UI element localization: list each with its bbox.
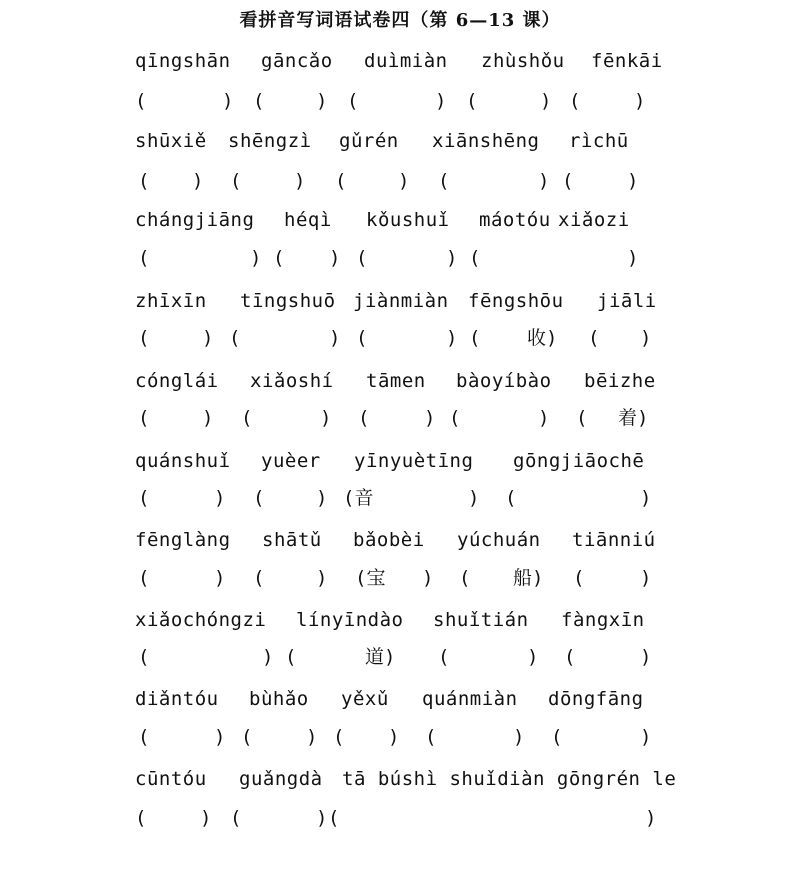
pinyin-word: máotóu [479, 209, 551, 231]
open-bracket: ( [138, 726, 150, 748]
open-bracket: ( [138, 170, 150, 192]
pinyin-word: gōngjiāochē [513, 450, 645, 472]
close-bracket: ) [640, 646, 652, 668]
close-bracket: ) [202, 407, 214, 429]
open-bracket: ( [459, 567, 471, 589]
pinyin-word: chángjiāng [135, 209, 255, 231]
hint-close-bracket: 道) [365, 646, 396, 668]
open-bracket: ( [505, 487, 517, 509]
close-bracket: ) [329, 327, 341, 349]
close-bracket: ) [538, 407, 550, 429]
open-bracket: ( [241, 407, 253, 429]
pinyin-word: yuèer [261, 450, 321, 472]
open-bracket: ( [469, 327, 481, 349]
open-bracket: ( [358, 407, 370, 429]
pinyin-line [0, 446, 800, 476]
close-bracket: ) [446, 327, 458, 349]
pinyin-word: shūxiě [135, 130, 207, 152]
pinyin-word: qīngshān [135, 50, 231, 72]
close-bracket: ) [214, 487, 226, 509]
answer-line [0, 86, 800, 116]
close-bracket: ) [316, 807, 328, 829]
close-bracket: ) [640, 567, 652, 589]
close-bracket: ) [634, 90, 646, 112]
pinyin-word: cónglái [135, 370, 219, 392]
pinyin-word: héqì [284, 209, 332, 231]
open-bracket: ( [438, 646, 450, 668]
close-bracket: ) [527, 646, 539, 668]
close-bracket: ) [202, 327, 214, 349]
open-bracket: ( [273, 247, 285, 269]
open-bracket: ( [253, 90, 265, 112]
pinyin-line [0, 46, 800, 76]
close-bracket: ) [398, 170, 410, 192]
open-bracket: ( [466, 90, 478, 112]
pinyin-word: tīngshuō [240, 290, 336, 312]
close-bracket: ) [388, 726, 400, 748]
open-bracket: ( [438, 170, 450, 192]
pinyin-word: gāncǎo [261, 50, 333, 72]
pinyin-line [0, 684, 800, 714]
pinyin-word: tiānniú [572, 529, 656, 551]
pinyin-word: shātǔ [262, 529, 322, 551]
close-bracket: ) [214, 726, 226, 748]
open-bracket: ( [138, 407, 150, 429]
close-bracket: ) [627, 247, 639, 269]
close-bracket: ) [424, 407, 436, 429]
close-bracket: ) [468, 487, 480, 509]
close-bracket: ) [250, 247, 262, 269]
pinyin-word: bùhǎo [249, 688, 309, 710]
pinyin-line [0, 525, 800, 555]
hint-open-bracket: (宝 [355, 567, 386, 589]
close-bracket: ) [329, 247, 341, 269]
hint-close-bracket: 着) [618, 407, 649, 429]
open-bracket: ( [230, 170, 242, 192]
pinyin-word: shuǐtián [433, 609, 529, 631]
pinyin-word: fēnglàng [135, 529, 231, 551]
open-bracket: ( [138, 327, 150, 349]
hint-close-bracket: 船) [513, 567, 544, 589]
open-bracket: ( [229, 327, 241, 349]
close-bracket: ) [640, 327, 652, 349]
pinyin-word: rìchū [569, 130, 629, 152]
answer-line [0, 563, 800, 593]
open-bracket: ( [356, 247, 368, 269]
close-bracket: ) [422, 567, 434, 589]
close-bracket: ) [200, 807, 212, 829]
open-bracket: ( [135, 807, 147, 829]
pinyin-word: quánshuǐ [135, 450, 231, 472]
pinyin-word: bǎobèi [353, 529, 425, 551]
open-bracket: ( [253, 567, 265, 589]
open-bracket: ( [241, 726, 253, 748]
pinyin-word: fàngxīn [561, 609, 645, 631]
pinyin-word: diǎntóu [135, 688, 219, 710]
open-bracket: ( [138, 247, 150, 269]
open-bracket: ( [469, 247, 481, 269]
pinyin-word: xiānshēng [432, 130, 540, 152]
close-bracket: ) [627, 170, 639, 192]
answer-line [0, 803, 800, 833]
pinyin-word: zhùshǒu [481, 50, 565, 72]
close-bracket: ) [316, 567, 328, 589]
pinyin-word: zhīxīn [135, 290, 207, 312]
pinyin-word: duìmiàn [364, 50, 448, 72]
pinyin-line [0, 366, 800, 396]
pinyin-word: yīnyuètīng [354, 450, 474, 472]
pinyin-word: línyīndào [296, 609, 404, 631]
open-bracket: ( [333, 726, 345, 748]
pinyin-line [0, 286, 800, 316]
close-bracket: ) [435, 90, 447, 112]
close-bracket: ) [320, 407, 332, 429]
close-bracket: ) [513, 726, 525, 748]
close-bracket: ) [538, 170, 550, 192]
open-bracket: ( [551, 726, 563, 748]
answer-line [0, 166, 800, 196]
open-bracket: ( [573, 567, 585, 589]
open-bracket: ( [569, 90, 581, 112]
answer-line [0, 722, 800, 752]
pinyin-word: tāmen [366, 370, 426, 392]
pinyin-word: gǔrén [339, 130, 399, 152]
open-bracket: ( [562, 170, 574, 192]
pinyin-word: fēnkāi [591, 50, 663, 72]
open-bracket: ( [564, 646, 576, 668]
pinyin-line [0, 126, 800, 156]
answer-line [0, 642, 800, 672]
open-bracket: ( [230, 807, 242, 829]
open-bracket: ( [576, 407, 588, 429]
worksheet-title: 看拼音写词语试卷四（第 6—13 课） [239, 10, 561, 31]
close-bracket: ) [192, 170, 204, 192]
close-bracket: ) [222, 90, 234, 112]
close-bracket: ) [645, 807, 657, 829]
hint-open-bracket: (音 [343, 487, 374, 509]
open-bracket: ( [135, 90, 147, 112]
pinyin-word: yúchuán [457, 529, 541, 551]
close-bracket: ) [306, 726, 318, 748]
pinyin-word: guǎngdà [239, 768, 323, 790]
answer-line [0, 403, 800, 433]
close-bracket: ) [640, 726, 652, 748]
pinyin-word: fēngshōu [468, 290, 564, 312]
open-bracket: ( [588, 327, 600, 349]
close-bracket: ) [316, 487, 328, 509]
pinyin-word: xiǎozi [558, 209, 630, 231]
open-bracket: ( [449, 407, 461, 429]
answer-line [0, 483, 800, 513]
close-bracket: ) [640, 487, 652, 509]
close-bracket: ) [262, 646, 274, 668]
open-bracket: ( [138, 487, 150, 509]
pinyin-word: kǒushuǐ [366, 209, 450, 231]
pinyin-word: quánmiàn [422, 688, 518, 710]
open-bracket: ( [285, 646, 297, 668]
hint-close-bracket: 收) [527, 327, 558, 349]
close-bracket: ) [294, 170, 306, 192]
close-bracket: ) [446, 247, 458, 269]
pinyin-word: shēngzì [228, 130, 312, 152]
pinyin-word: bēizhe [584, 370, 656, 392]
pinyin-word: bàoyíbào [456, 370, 552, 392]
open-bracket: ( [253, 487, 265, 509]
pinyin-word: jiāli [597, 290, 657, 312]
pinyin-line [0, 605, 800, 635]
open-bracket: ( [425, 726, 437, 748]
pinyin-word: tā búshì shuǐdiàn gōngrén le [342, 768, 677, 790]
pinyin-word: cūntóu [135, 768, 207, 790]
close-bracket: ) [540, 90, 552, 112]
pinyin-word: xiǎoshí [250, 370, 334, 392]
pinyin-line [0, 764, 800, 794]
answer-line [0, 243, 800, 273]
open-bracket: ( [335, 170, 347, 192]
pinyin-line [0, 205, 800, 235]
open-bracket: ( [138, 567, 150, 589]
open-bracket: ( [138, 646, 150, 668]
close-bracket: ) [214, 567, 226, 589]
close-bracket: ) [316, 90, 328, 112]
open-bracket: ( [328, 807, 340, 829]
answer-line [0, 323, 800, 353]
open-bracket: ( [356, 327, 368, 349]
pinyin-word: xiǎochóngzi [135, 609, 267, 631]
pinyin-word: yěxǔ [341, 688, 389, 710]
pinyin-word: jiànmiàn [353, 290, 449, 312]
pinyin-word: dōngfāng [548, 688, 644, 710]
open-bracket: ( [347, 90, 359, 112]
